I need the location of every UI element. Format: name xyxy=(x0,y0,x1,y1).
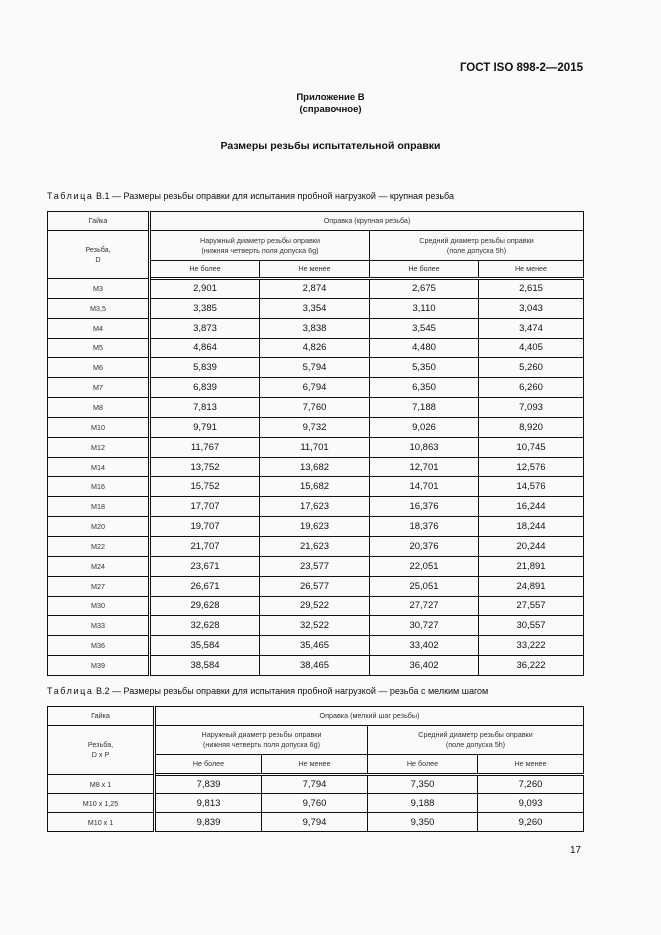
header-nut: Гайка xyxy=(48,707,155,726)
thread-size-cell: M8 xyxy=(48,398,150,418)
value-cell: 33,402 xyxy=(370,636,479,656)
header-mandrel: Оправка (крупная резьба) xyxy=(150,212,584,231)
table-row xyxy=(48,813,584,832)
header-outer-diameter-tolerance: (нижняя четверть поля допуска 6g) xyxy=(201,245,319,255)
value-cell: 9,093 xyxy=(478,794,584,813)
value-cell: 3,385 xyxy=(150,298,260,318)
thread-size-cell: M3 xyxy=(48,279,150,299)
value-cell: 7,350 xyxy=(368,775,478,794)
value-cell: 32,522 xyxy=(260,616,370,636)
value-cell: 21,891 xyxy=(479,556,584,576)
value-cell: 30,727 xyxy=(370,616,479,636)
value-cell: 36,402 xyxy=(370,656,479,676)
value-cell: 19,707 xyxy=(150,517,260,537)
value-cell: 26,671 xyxy=(150,576,260,596)
header-mandrel: Оправка (мелкий шаг резьбы) xyxy=(155,707,584,726)
value-cell: 6,350 xyxy=(370,378,479,398)
table-row xyxy=(48,536,584,556)
value-cell: 4,826 xyxy=(260,338,370,358)
value-cell: 12,576 xyxy=(479,457,584,477)
table-row xyxy=(48,338,584,358)
table2-caption xyxy=(47,686,488,696)
value-cell: 3,474 xyxy=(479,318,584,338)
value-cell: 2,615 xyxy=(479,279,584,299)
value-cell: 16,244 xyxy=(479,497,584,517)
header-pitch-diameter-tolerance: (поле допуска 5h) xyxy=(445,740,506,749)
table2-caption-text: В.2 — Размеры резьбы оправки для испытания пробной нагрузкой — резьба с мелким шагом xyxy=(96,686,489,696)
thread-size-cell: M6 xyxy=(48,358,150,378)
value-cell: 30,557 xyxy=(479,616,584,636)
header-pitch-max: Не более xyxy=(370,261,479,279)
thread-size-cell: M24 xyxy=(48,556,150,576)
header-outer-min: Не менее xyxy=(262,755,368,775)
table-row xyxy=(48,457,584,477)
header-nut: Гайка xyxy=(48,212,150,231)
value-cell: 20,376 xyxy=(370,536,479,556)
header-thread xyxy=(48,726,155,775)
thread-size-cell: M27 xyxy=(48,576,150,596)
thread-size-cell: M18 xyxy=(48,497,150,517)
page-number: 17 xyxy=(570,845,582,856)
value-cell: 3,873 xyxy=(150,318,260,338)
value-cell: 16,376 xyxy=(370,497,479,517)
table1-caption xyxy=(47,191,454,201)
table-row xyxy=(48,378,584,398)
table-row xyxy=(48,556,584,576)
value-cell: 2,901 xyxy=(150,279,260,299)
value-cell: 29,628 xyxy=(150,596,260,616)
value-cell: 18,376 xyxy=(370,517,479,537)
table-row xyxy=(48,596,584,616)
header-pitch-diameter xyxy=(370,231,584,261)
value-cell: 14,576 xyxy=(479,477,584,497)
value-cell: 3,838 xyxy=(260,318,370,338)
value-cell: 17,707 xyxy=(150,497,260,517)
table-row xyxy=(48,794,584,813)
value-cell: 3,110 xyxy=(370,298,479,318)
value-cell: 9,794 xyxy=(262,813,368,832)
thread-size-cell: M36 xyxy=(48,636,150,656)
header-thread-symbol: D xyxy=(95,254,101,264)
value-cell: 11,701 xyxy=(260,437,370,457)
table-row xyxy=(48,616,584,636)
thread-size-cell: M12 xyxy=(48,437,150,457)
value-cell: 3,043 xyxy=(479,298,584,318)
value-cell: 21,623 xyxy=(260,536,370,556)
table-row xyxy=(48,318,584,338)
thread-size-cell: M22 xyxy=(48,536,150,556)
table1-caption-text: В.1 — Размеры резьбы оправки для испытания пробной нагрузкой — крупная резьба xyxy=(96,191,455,201)
value-cell: 5,839 xyxy=(150,358,260,378)
table-row xyxy=(48,398,584,418)
value-cell: 15,682 xyxy=(260,477,370,497)
value-cell: 8,920 xyxy=(479,417,584,437)
header-pitch-min: Не менее xyxy=(478,755,584,775)
appendix-title: Приложение В xyxy=(296,92,365,103)
header-thread-label: Резьба, xyxy=(85,244,111,254)
value-cell: 25,051 xyxy=(370,576,479,596)
value-cell: 9,760 xyxy=(262,794,368,813)
thread-size-cell: M10 xyxy=(48,417,150,437)
value-cell: 29,522 xyxy=(260,596,370,616)
value-cell: 14,701 xyxy=(370,477,479,497)
table-row xyxy=(48,656,584,676)
header-thread xyxy=(48,231,150,279)
thread-size-cell: M8 x 1 xyxy=(48,775,155,794)
table-row xyxy=(48,298,584,318)
value-cell: 27,727 xyxy=(370,596,479,616)
thread-size-cell: M10 x 1 xyxy=(48,813,155,832)
appendix-subtitle: (справочное) xyxy=(299,104,362,115)
header-outer-diameter-label: Наружный диаметр резьбы оправки xyxy=(200,235,320,245)
header-outer-max: Не более xyxy=(150,261,260,279)
value-cell: 9,813 xyxy=(155,794,262,813)
value-cell: 7,813 xyxy=(150,398,260,418)
table-row xyxy=(48,497,584,517)
value-cell: 7,188 xyxy=(370,398,479,418)
value-cell: 4,480 xyxy=(370,338,479,358)
table-row xyxy=(48,477,584,497)
thread-size-cell: M10 x 1,25 xyxy=(48,794,155,813)
value-cell: 9,026 xyxy=(370,417,479,437)
value-cell: 17,623 xyxy=(260,497,370,517)
value-cell: 5,260 xyxy=(479,358,584,378)
section-title: Размеры резьбы испытательной оправки xyxy=(220,140,441,152)
value-cell: 18,244 xyxy=(479,517,584,537)
value-cell: 13,682 xyxy=(260,457,370,477)
value-cell: 35,465 xyxy=(260,636,370,656)
value-cell: 24,891 xyxy=(479,576,584,596)
value-cell: 36,222 xyxy=(479,656,584,676)
table1-coarse-thread xyxy=(47,211,584,676)
value-cell: 2,675 xyxy=(370,279,479,299)
table-row xyxy=(48,636,584,656)
value-cell: 2,874 xyxy=(260,279,370,299)
value-cell: 6,839 xyxy=(150,378,260,398)
thread-size-cell: M30 xyxy=(48,596,150,616)
header-thread-label: Резьба, xyxy=(87,740,114,749)
header-outer-diameter-label: Наружный диаметр резьбы оправки xyxy=(201,730,322,739)
value-cell: 15,752 xyxy=(150,477,260,497)
header-outer-diameter-tolerance: (нижняя четверть поля допуска 6g) xyxy=(202,740,321,749)
value-cell: 32,628 xyxy=(150,616,260,636)
document-code: ГОСТ ISO 898-2—2015 xyxy=(459,62,583,74)
value-cell: 4,864 xyxy=(150,338,260,358)
table2-fine-thread xyxy=(47,706,584,832)
value-cell: 23,671 xyxy=(150,556,260,576)
value-cell: 5,350 xyxy=(370,358,479,378)
value-cell: 22,051 xyxy=(370,556,479,576)
table-row xyxy=(48,358,584,378)
value-cell: 7,794 xyxy=(262,775,368,794)
value-cell: 38,465 xyxy=(260,656,370,676)
value-cell: 6,794 xyxy=(260,378,370,398)
table1-body xyxy=(48,279,584,676)
value-cell: 9,260 xyxy=(478,813,584,832)
table-row xyxy=(48,576,584,596)
value-cell: 9,732 xyxy=(260,417,370,437)
value-cell: 3,354 xyxy=(260,298,370,318)
thread-size-cell: M16 xyxy=(48,477,150,497)
thread-size-cell: M3,5 xyxy=(48,298,150,318)
table-row xyxy=(48,517,584,537)
value-cell: 26,577 xyxy=(260,576,370,596)
table-row xyxy=(48,279,584,299)
value-cell: 10,745 xyxy=(479,437,584,457)
header-outer-diameter xyxy=(155,726,368,755)
table-row xyxy=(48,437,584,457)
thread-size-cell: M20 xyxy=(48,517,150,537)
header-outer-max: Не более xyxy=(155,755,262,775)
value-cell: 9,188 xyxy=(368,794,478,813)
value-cell: 27,557 xyxy=(479,596,584,616)
value-cell: 12,701 xyxy=(370,457,479,477)
value-cell: 35,584 xyxy=(150,636,260,656)
value-cell: 7,093 xyxy=(479,398,584,418)
value-cell: 19,623 xyxy=(260,517,370,537)
table-row xyxy=(48,417,584,437)
value-cell: 10,863 xyxy=(370,437,479,457)
value-cell: 7,760 xyxy=(260,398,370,418)
header-pitch-diameter-label: Средний диаметр резьбы оправки xyxy=(419,235,534,245)
thread-size-cell: M14 xyxy=(48,457,150,477)
value-cell: 3,545 xyxy=(370,318,479,338)
value-cell: 11,767 xyxy=(150,437,260,457)
value-cell: 13,752 xyxy=(150,457,260,477)
thread-size-cell: M7 xyxy=(48,378,150,398)
header-pitch-diameter xyxy=(368,726,584,755)
value-cell: 38,584 xyxy=(150,656,260,676)
thread-size-cell: M39 xyxy=(48,656,150,676)
appendix-heading xyxy=(0,92,661,116)
header-outer-min: Не менее xyxy=(260,261,370,279)
header-thread-symbol: D x P xyxy=(91,750,110,759)
table-row xyxy=(48,775,584,794)
value-cell: 23,577 xyxy=(260,556,370,576)
header-pitch-min: Не менее xyxy=(479,261,584,279)
table1-caption-label: Таблица xyxy=(47,191,94,201)
thread-size-cell: M33 xyxy=(48,616,150,636)
header-outer-diameter xyxy=(150,231,370,261)
value-cell: 9,839 xyxy=(155,813,262,832)
thread-size-cell: M5 xyxy=(48,338,150,358)
value-cell: 9,791 xyxy=(150,417,260,437)
header-pitch-diameter-label: Средний диаметр резьбы оправки xyxy=(418,730,533,739)
value-cell: 7,260 xyxy=(478,775,584,794)
value-cell: 5,794 xyxy=(260,358,370,378)
value-cell: 21,707 xyxy=(150,536,260,556)
header-pitch-max: Не более xyxy=(368,755,478,775)
value-cell: 20,244 xyxy=(479,536,584,556)
table2-caption-label: Таблица xyxy=(47,686,94,696)
thread-size-cell: M4 xyxy=(48,318,150,338)
header-pitch-diameter-tolerance: (поле допуска 5h) xyxy=(446,245,507,255)
value-cell: 9,350 xyxy=(368,813,478,832)
value-cell: 33,222 xyxy=(479,636,584,656)
table2-body xyxy=(48,775,584,832)
value-cell: 7,839 xyxy=(155,775,262,794)
value-cell: 6,260 xyxy=(479,378,584,398)
value-cell: 4,405 xyxy=(479,338,584,358)
